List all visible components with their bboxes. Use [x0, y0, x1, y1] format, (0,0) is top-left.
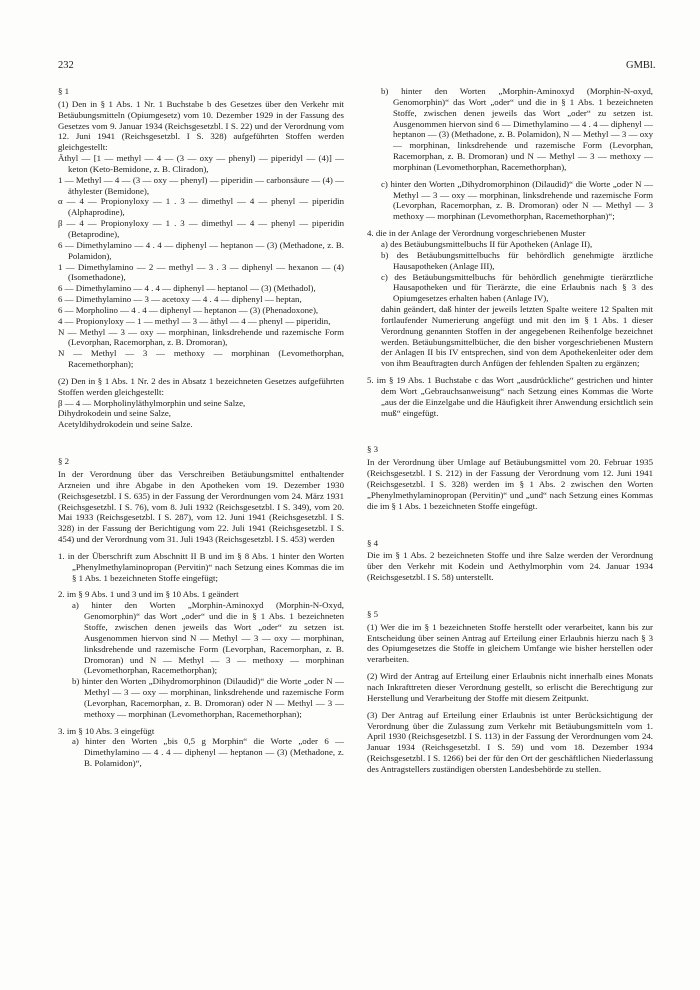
list-item: 3. im § 10 Abs. 3 eingefügt — [58, 725, 155, 736]
section-heading: § 4 — [367, 537, 379, 548]
page-number: 232 — [58, 60, 74, 71]
list-subitem: c) hinter den Worten „Dihydromorphinon (Dilaudid)“ die Worte „oder N — Methyl — 3 — oxy — morphinan, linksdrehende und razemische Form (Levorphan, Racemorphan, z. B. Dromoran) oder N — Methyl — 3 methoxy — morphinan (Levomethorphan, Racemethorphan)“; — [381, 178, 653, 222]
substance-entry: 6 — Dimethylamino — 4 . 4 — diphenyl — heptanon — (3) (Methadone, z. B. Polamidon), — [58, 239, 344, 261]
section-heading: § 2 — [58, 456, 70, 467]
paragraph: dahin geändert, daß hinter der jeweils letzten Spalte weitere 12 Spalten mit fortlaufender Numerierung angefügt und mit den im § 1 Abs. 1 dieser Verordnung genannten Stoffen in der angegebenen Reihenfolge bezeichnet werden. Betäubungsmittelbücher, die den bisher vorgeschriebenen Mustern der Anlagen II bis IV entsprechen, sind von dem Apothekenleiter oder dem von ihm Beauftragten durch Anfügen der fehlenden Spalten zu ergänzen; — [381, 304, 653, 369]
substance-entry: Acetyldihydrokodein und seine Salze. — [58, 419, 193, 430]
paragraph: (2) Wird der Antrag auf Erteilung einer Erlaubnis nicht innerhalb eines Monats nach Inkrafttreten dieser Verordnung gestellt, so erlischt die Berechtigung zur Herstellung und Verarbeitung der Stoffe mit diesem Zeitpunkt. — [367, 671, 653, 703]
list-item: 4. die in der Anlage der Verordnung vorgeschriebenen Muster — [367, 228, 586, 239]
list-item: 2. im § 9 Abs. 1 und 3 und im § 10 Abs. 1 geändert — [58, 589, 239, 600]
paragraph: (3) Der Antrag auf Erteilung einer Erlaubnis ist unter Berücksichtigung der Verordnung über die Zulassung zum Verkehr mit Betäubungsmitteln vom 1. April 1930 (Reichsgesetzbl. I S. 113) in der Fassung der Verordnungen vom 24. Januar 1934 (Reichsgesetzbl. I S. 59) und vom 18. Dezember 1934 (Reichsgesetzbl. I S. 1266) bei der für den Ort der geschäftlichen Niederlassung des Antragstellers zuständigen obersten Landesbehörde zu stellen. — [367, 709, 653, 774]
section-heading: § 5 — [367, 608, 379, 619]
section-heading: § 1 — [58, 86, 70, 96]
substance-entry: 4 — Propionyloxy — 1 — methyl — 3 — äthyl — 4 — phenyl — piperidin, — [58, 315, 331, 326]
list-subitem: c) des Betäubungsmittelbuchs für behördlich genehmigte tierärztliche Hausapotheken und für Tierärzte, die eine Erlaubnis nach § 3 des Opiumgesetzes erhalten haben (Anlage IV), — [381, 271, 653, 304]
paragraph: In der Verordnung über Umlage auf Betäubungsmittel vom 20. Februar 1935 (Reichsgesetzbl. I S. 212) in der Fassung der Verordnung vom 12. Juni 1941 (Reichsgesetzbl. I S. 328) werden im § 1 Abs. 2 zwischen den Worten „Phenylmethylaminopropan (Pervitin)“ und „und“ nach Setzung eines Kommas die im § 1 Abs. 1 bezeichneten Stoffe eingefügt. — [367, 457, 653, 511]
substance-entry: 6 — Morpholino — 4 . 4 — diphenyl — heptanon — (3) (Phenadoxone), — [58, 304, 319, 315]
list-subitem: a) des Betäubungsmittelbuchs II für Apotheken (Anlage II), — [381, 238, 593, 249]
paragraph: (2) Den in § 1 Abs. 1 Nr. 2 des in Absatz 1 bezeichneten Gesetzes aufgeführten Stoffen werden gleichgestellt: — [58, 375, 344, 397]
substance-entry: N — Methyl — 3 — methoxy — morphinan (Levomethorphan, Racemethorphan); — [58, 348, 344, 370]
left-column — [58, 86, 344, 769]
list-subitem: a) hinter den Worten „bis 0,5 g Morphin“ die Worte „oder 6 — Dimethylamino — 4 . 4 — diphenyl — heptanon — (3) (Methadone, z. B. Polamidon)“, — [72, 736, 344, 769]
section-heading: § 3 — [367, 444, 379, 455]
paragraph: (1) Wer die im § 1 bezeichneten Stoffe herstellt oder verarbeitet, kann bis zur Entscheidung über seinen Antrag auf Erteilung einer Erlaubnis hierzu nach § 3 des Opiumgesetzes die Stoffe in gleichem Umfange wie bisher herstellen oder verarbeiten. — [367, 621, 653, 665]
list-subitem: a) hinter den Worten „Morphin-Aminoxyd (Morphin-N-Oxyd, Genomorphin)“ das Wort „oder“ und die in § 1 Abs. 1 bezeichneten Stoffe, zwischen denen jeweils das Wort „oder“ zu setzen ist. Ausgenommen hiervon sind N — Methyl — 3 — oxy — morphinan, linksdrehende und razemische Form (Levorphan, Racemorphan, z. B. Dromoran) und N — Methyl — 3 — methoxy — morphinan (Levomethorphan, Racemethorphan); — [72, 600, 344, 676]
list-item: 5. im § 19 Abs. 1 Buchstabe c das Wort „ausdrückliche“ gestrichen und hinter dem Wort „Gebrauchsanweisung“ nach Setzung eines Kommas die Worte „aus der die Einzelgabe und die Häufigkeit ihrer Anwendung ersichtlich sein muß“ eingefügt. — [367, 375, 653, 418]
right-column — [367, 86, 653, 775]
substance-entry: 1 — Methyl — 4 — (3 — oxy — phenyl) — piperidin — carbonsäure — (4) — äthylester (Bemidone), — [58, 174, 344, 196]
paragraph: Die im § 1 Abs. 2 bezeichneten Stoffe und ihre Salze werden der Verordnung über den Verkehr mit Kodein und Aethylmorphin vom 24. Januar 1934 (Reichsgesetzbl. I S. 58) unterstellt. — [367, 550, 653, 583]
paragraph: In der Verordnung über das Verschreiben Betäubungsmittel enthaltender Arzneien und ihre Abgabe in den Apotheken vom 19. Dezember 1930 (Reichsgesetzbl. I S. 635) in der Fassung der Verordnungen vom 24. März 1931 (Reichsgesetzbl. I S. 76), vom 8. Juli 1932 (Reichsgesetzbl. I S. 349), vom 20. Mai 1933 (Reichsgesetzbl. I S. 287), vom 12. Juni 1941 (Reichsgesetzbl. I S. 328) in der Fassung der Berichtigung vom 22. Juli 1941 (Reichsgesetzbl. I S. 454) und der Verordnung vom 31. Juli 1943 (Reichsgesetzbl. I S. 453) werden — [58, 469, 344, 545]
journal-abbreviation: GMBl. — [626, 60, 656, 71]
substance-entry: 6 — Dimethylamino — 4 . 4 — diphenyl — heptanol — (3) (Methadol), — [58, 283, 316, 294]
substance-entry: α — 4 — Propionyloxy — 1 . 3 — dimethyl — 4 — phenyl — piperidin (Alphaprodine), — [58, 196, 344, 218]
substance-entry: N — Methyl — 3 — oxy — morphinan, linksdrehende und razemische Form (Levorphan, Racemorphan, z. B. Dromoran), — [58, 326, 344, 348]
list-item: 1. in der Überschrift zum Abschnitt II B und im § 8 Abs. 1 hinter den Worten „Phenylmethylaminopropan (Pervitin)“ nach Setzung eines Kommas die im § 1 Abs. 1 bezeichneten Stoffe eingefügt; — [58, 550, 344, 583]
substance-entry: β — 4 — Propionyloxy — 1 . 3 — dimethyl — 4 — phenyl — piperidin (Betaprodine), — [58, 218, 344, 239]
paragraph: (1) Den in § 1 Abs. 1 Nr. 1 Buchstabe b des Gesetzes über den Verkehr mit Betäubungsmitteln (Opiumgesetz) vom 10. Dezember 1929 in der Fassung des Gesetzes vom 9. Januar 1934 (Reichsgesetzbl. I S. 22) und der Verordnung vom 12. Juni 1941 (Reichsgesetzbl. I S. 328) aufgeführten Stoffen werden gleichgestellt: — [58, 98, 344, 153]
substance-entry: Dihydrokodein und seine Salze, — [58, 408, 171, 419]
list-subitem: b) des Betäubungsmittelbuchs für behördlich genehmigte ärztliche Hausapotheken (Anlage III), — [381, 249, 653, 271]
list-subitem: b) hinter den Worten „Morphin-Aminoxyd (Morphin-N-oxyd, Genomorphin)“ das Wort „oder“ und die in § 1 Abs. 1 bezeichneten Stoffe, zwischen denen jeweils das Wort „oder“ zu setzen ist. Ausgenommen hiervon sind 6 — Dimethylamino — 4 . 4 — diphenyl — heptanon — (3) (Methadone, z. B. Polamidon), N — Methyl — 3 — oxy — morphinan, linksdrehende und razemische Form (Levorphan, Racemorphan, z. B. Dromoran) und N — Methyl — 3 — methoxy — morphinan (Levomethorphan, Racemethorphan), — [381, 86, 653, 172]
list-subitem: b) hinter den Worten „Dihydromorphinon (Dilaudid)“ die Worte „oder N — Methyl — 3 — oxy — morphinan, linksdrehende und razemische Form (Levorphan, Racemorphan, z. B. Dromoran) oder N — Methyl — 3 — methoxy — morphinan (Levomethorphan, Racemethorphan); — [72, 676, 344, 719]
substance-entry: 6 — Dimethylamino — 3 — acetoxy — 4 . 4 — diphenyl — heptan, — [58, 294, 302, 305]
substance-entry: Äthyl — [1 — methyl — 4 — (3 — oxy — phenyl) — piperidyl — (4)] — keton (Keto-Bemidone, z. B. Cliradon), — [58, 153, 344, 174]
substance-entry: 1 — Dimethylamino — 2 — methyl — 3 . 3 — diphenyl — hexanon — (4) (Isomethadone), — [58, 261, 344, 283]
substance-entry: β — 4 — Morpholinyläthylmorphin und seine Salze, — [58, 397, 246, 408]
